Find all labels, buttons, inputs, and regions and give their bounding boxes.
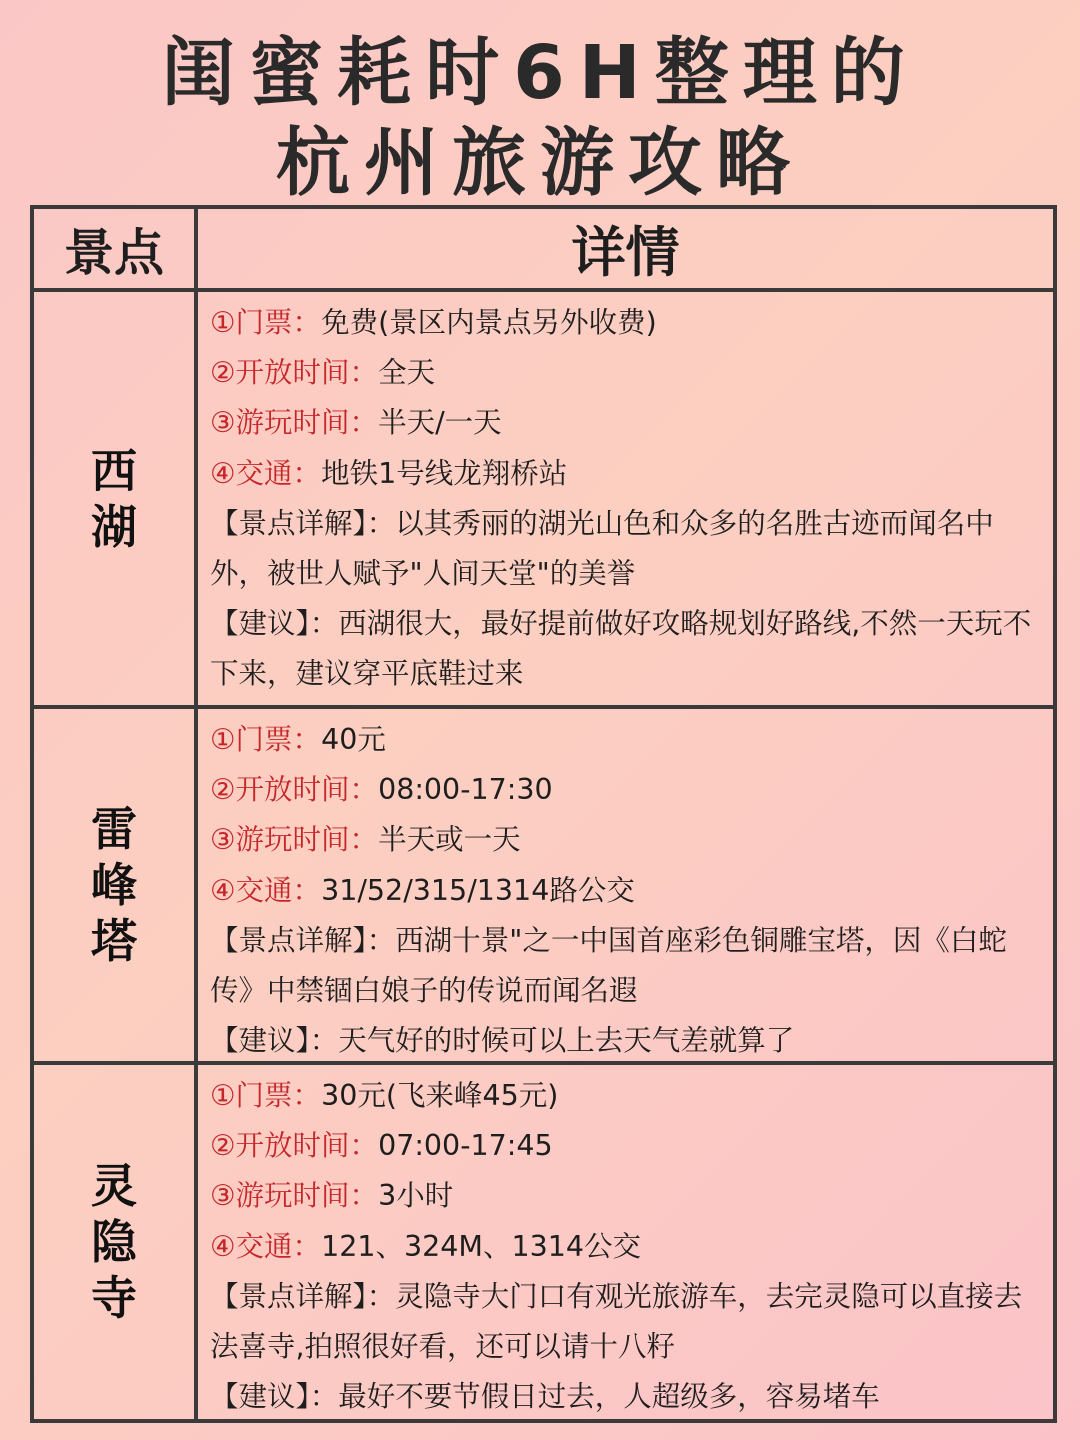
table-row [34,709,1053,1065]
hours-value: 07:00-17:45 [378,1129,553,1163]
table-row [34,1065,1053,1419]
site-intro: 【景点详解】：灵隐寺大门口有观光旅游车，去完灵隐可以直接去法喜寺,拍照很好看，还可以请十八籽 [210,1279,1023,1364]
transport-label: ④交通： [210,456,322,490]
header-cell-site [34,209,198,288]
hours-line [210,348,1039,398]
transport-line [210,866,1039,916]
hours-value: 全天 [378,356,436,390]
site-details-cell [198,292,1053,705]
duration-label: ③游玩时间： [210,823,379,857]
duration-line [210,398,1039,448]
hours-label: ②开放时间： [210,1129,379,1163]
hours-line [210,765,1039,815]
transport-value: 地铁1号线龙翔桥站 [321,456,568,490]
site-details-cell [198,1065,1053,1419]
ticket-label: ①门票： [210,1079,322,1112]
ticket-value: 30元(飞来峰45元) [321,1079,559,1112]
site-details-cell [198,709,1053,1061]
hours-value: 08:00-17:30 [378,773,553,807]
site-intro: 【景点详解】：西湖十景"之一中国首座彩色铜雕宝塔，因《白蛇传》中禁锢白娘子的传说而闻名遐 [210,923,1007,1008]
site-intro: 【景点详解】：以其秀丽的湖光山色和众多的名胜古迹而闻名中外，被世人赋予"人间天堂"的美誉 [210,506,994,591]
duration-line [210,815,1039,865]
site-name: 雷峰塔 [91,802,137,968]
header-cell-detail [198,209,1053,288]
site-tip: 【建议】：西湖很大，最好提前做好攻略规划好路线,不然一天玩不下来，建议穿平底鞋过来 [210,607,1032,691]
hours-line [210,1121,1039,1171]
duration-value: 半天/一天 [378,406,502,440]
header-site-label: 景点 [64,223,164,282]
duration-line [210,1171,1039,1221]
site-name-cell [34,292,198,705]
duration-value: 3小时 [378,1179,454,1213]
transport-line [210,449,1039,499]
site-name-cell [34,709,198,1061]
transport-value: 31/52/315/1314路公交 [321,873,635,907]
site-name: 灵隐寺 [91,1159,137,1325]
hours-label: ②开放时间： [210,773,379,807]
header-detail-label: 详情 [571,221,680,284]
title-line-2: 杭州旅游攻略 [276,120,804,206]
transport-label: ④交通： [210,1229,322,1263]
site-name: 西湖 [91,443,137,554]
transport-value: 121、324M、1314公交 [321,1229,641,1263]
transport-line [210,1222,1039,1272]
duration-label: ③游玩时间： [210,406,379,440]
ticket-label: ①门票： [210,723,322,756]
title-line-1: 闺蜜耗时6H整理的 [161,30,919,116]
site-tip: 【建议】：最好不要节假日过去，人超级多，容易堵车 [210,1380,880,1414]
site-name-cell [34,1065,198,1419]
ticket-line [210,715,1039,765]
ticket-value: 40元 [321,723,386,756]
ticket-line [210,298,1039,348]
table-row [34,292,1053,709]
site-details [198,1065,1053,1422]
duration-value: 半天或一天 [378,823,521,857]
guide-table [30,205,1057,1423]
ticket-label: ①门票： [210,306,322,339]
ticket-value: 免费(景区内景点另外收费) [321,306,657,339]
duration-label: ③游玩时间： [210,1179,379,1213]
page-title [0,28,1080,208]
hours-label: ②开放时间： [210,356,379,390]
site-tip: 【建议】：天气好的时候可以上去天气差就算了 [210,1024,795,1058]
transport-label: ④交通： [210,873,322,907]
table-header-row [34,209,1053,292]
ticket-line [210,1071,1039,1121]
site-details [198,709,1053,1066]
site-details [198,292,1053,700]
